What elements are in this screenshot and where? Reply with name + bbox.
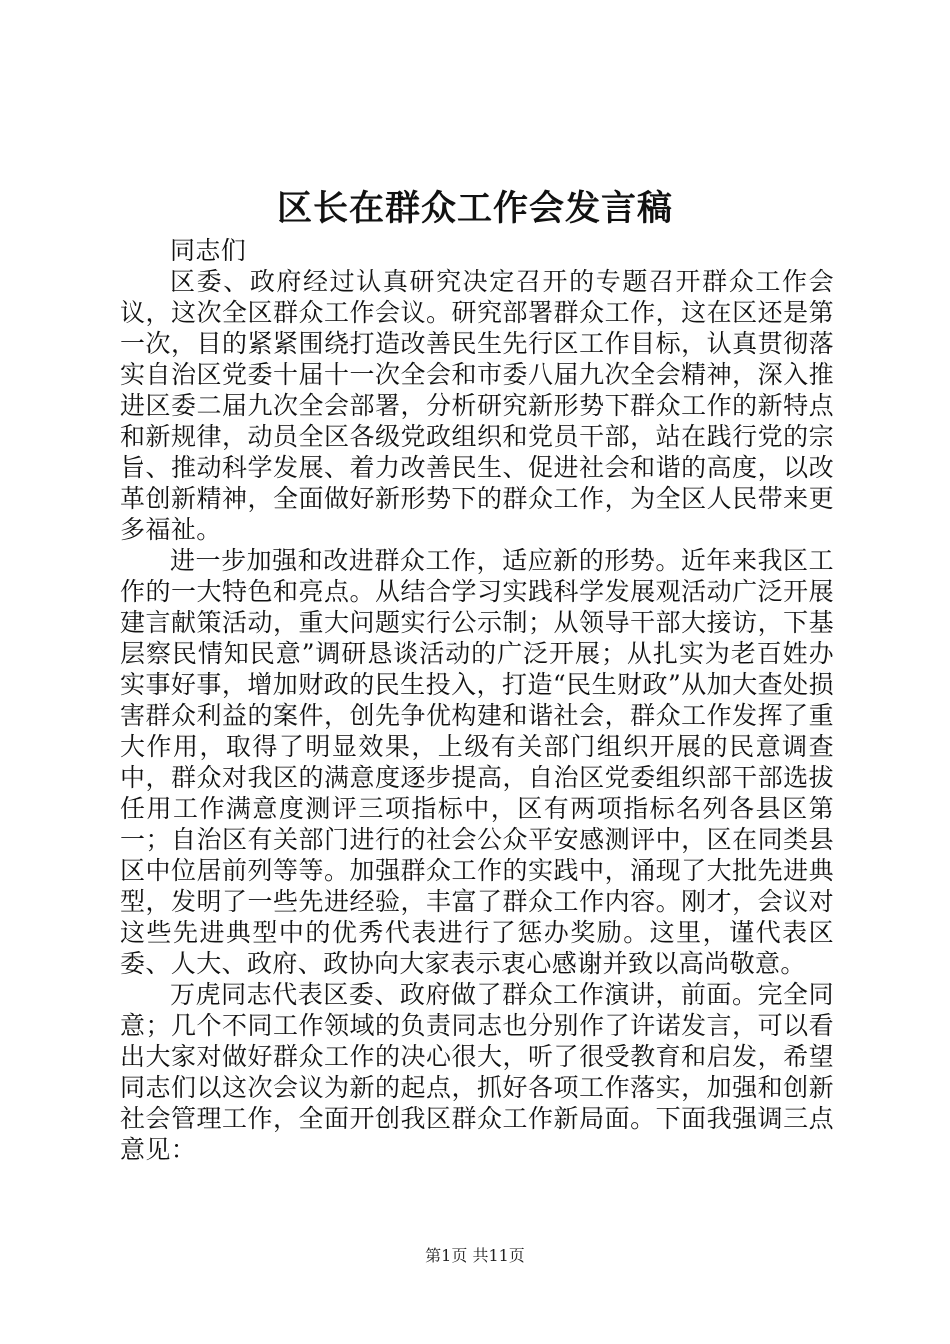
salutation: 同志们	[170, 236, 247, 265]
paragraph-3: 万虎同志代表区委、政府做了群众工作演讲，前面。完全同意；几个不同工作领域的负责同志也分别作了许诺发言，可以看出大家对做好群众工作的决心很大，听了很受教育和启发，希望同志们以这次会议为新的起点，抓好各项工作落实，加强和创新社会管理工作，全面开创我区群众工作新局面。下面我强调三点意见：	[120, 980, 834, 1164]
paragraph-1: 区委、政府经过认真研究决定召开的专题召开群众工作会议，这次全区群众工作会议。研究部署群众工作，这在区还是第一次，目的紧紧围绕打造改善民生先行区工作目标，认真贯彻落实自治区党委十届十一次全会和市委八届九次全会精神，深入推进区委二届九次全会部署，分析研究新形势下群众工作的新特点和新规律，动员全区各级党政组织和党员干部，站在践行党的宗旨、推动科学发展、着力改善民生、促进社会和谐的高度，以改革创新精神，全面做好新形势下的群众工作，为全区人民带来更多福祉。	[120, 267, 834, 544]
page-footer: 第1页 共11页	[425, 1246, 525, 1265]
document-title: 区长在群众工作会发言稿	[276, 188, 673, 229]
paragraph-2: 进一步加强和改进群众工作，适应新的形势。近年来我区工作的一大特色和亮点。从结合学习实践科学发展观活动广泛开展建言献策活动，重大问题实行公示制；从领导干部大接访，下基层察民情知民意”调研恳谈活动的广泛开展；从扎实为老百姓办实事好事，增加财政的民生投入，打造“民生财政”从加大查处损害群众利益的案件，创先争优构建和谐社会，群众工作发挥了重大作用，取得了明显效果，上级有关部门组织开展的民意调查中，群众对我区的满意度逐步提高，自治区党委组织部干部选拔任用工作满意度测评三项指标中，区有两项指标名列各县区第一；自治区有关部门进行的社会公众平安感测评中，区在同类县区中位居前列等等。加强群众工作的实践中，涌现了大批先进典型，发明了一些先进经验，丰富了群众工作内容。刚才，会议对这些先进典型中的优秀代表进行了惩办奖励。这里，谨代表区委、人大、政府、政协向大家表示衷心感谢并致以高尚敬意。	[120, 546, 834, 978]
document-body	[120, 235, 834, 1165]
